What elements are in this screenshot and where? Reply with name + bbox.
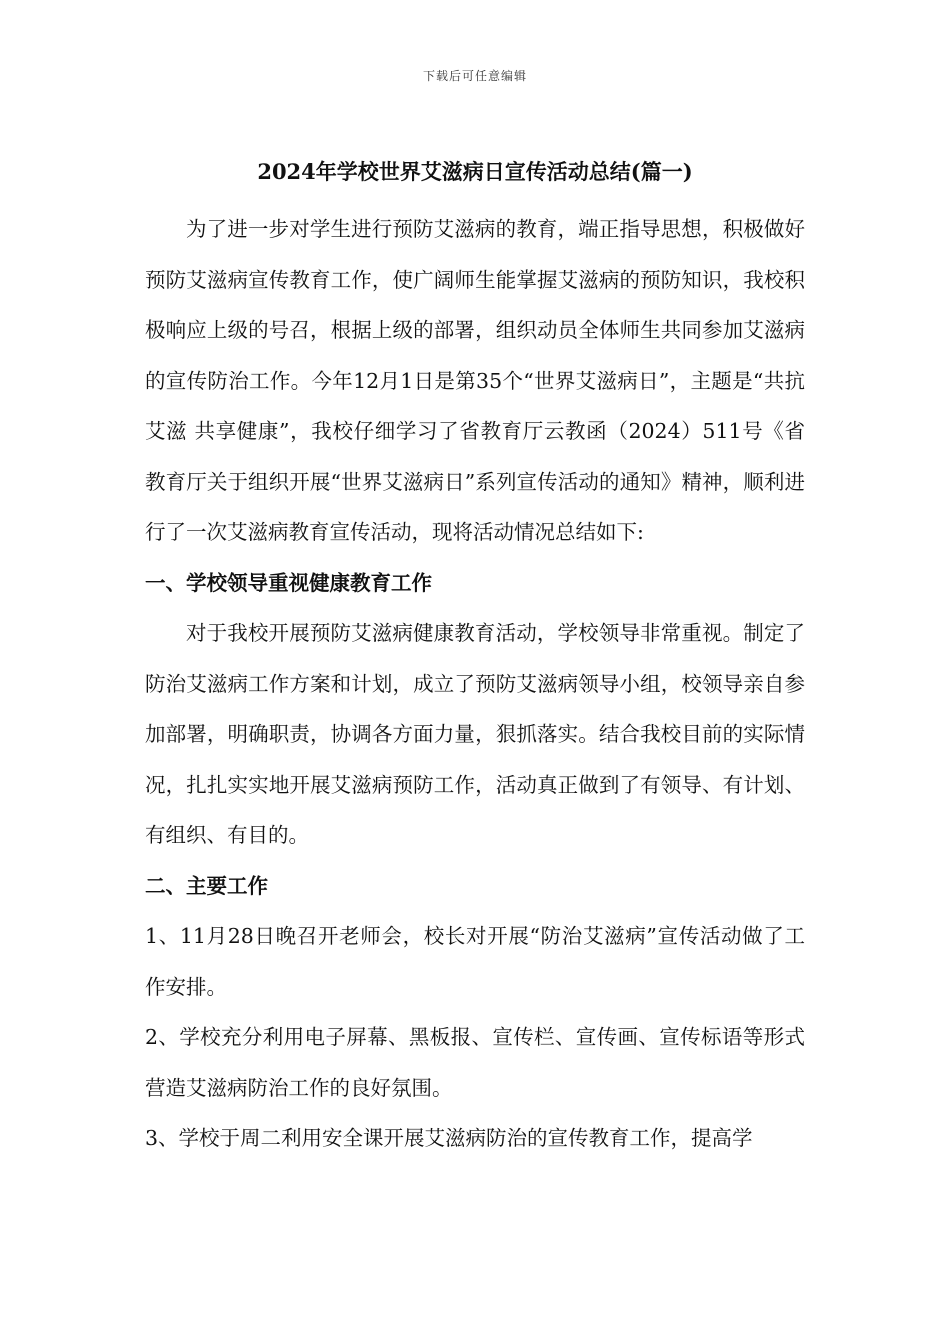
- section-heading-2: 二、主要工作: [145, 873, 268, 898]
- section-1-paragraph: 对于我校开展预防艾滋病健康教育活动，学校领导非常重视。制定了防治艾滋病工作方案和计划，成立了预防艾滋病领导小组，校领导亲自参加部署，明确职责，协调各方面力量，狠抓落实。结合我校目前的实际情况，扎扎实实地开展艾滋病预防工作，活动真正做到了有领导、有计划、有组织、有目的。: [145, 621, 805, 847]
- list-item: 1、11月28日晚召开老师会，校长对开展“防治艾滋病”宣传活动做了工作安排。: [145, 924, 805, 999]
- section-heading-1: 一、学校领导重视健康教育工作: [145, 570, 432, 595]
- list-item: 3、学校于周二利用安全课开展艾滋病防治的宣传教育工作，提高学: [145, 1126, 753, 1150]
- intro-paragraph: 为了进一步对学生进行预防艾滋病的教育，端正指导思想，积极做好预防艾滋病宣传教育工作，使广阔师生能掌握艾滋病的预防知识，我校积极响应上级的号召，根据上级的部署，组织动员全体师生共同参加艾滋病的宣传防治工作。今年12月1日是第35个“世界艾滋病日”，主题是“共抗艾滋 共享健康”，我校仔细学习了省教育厅云教函（2024）511号《省教育厅关于组织开展“世界艾滋病日”系列宣传活动的通知》精神，顺利进行了一次艾滋病教育宣传活动，现将活动情况总结如下:: [145, 217, 805, 544]
- list-item: 2、学校充分利用电子屏幕、黑板报、宣传栏、宣传画、宣传标语等形式营造艾滋病防治工作的良好氛围。: [145, 1025, 805, 1100]
- document-body: [145, 152, 805, 1164]
- header-note: 下载后可任意编辑: [422, 69, 527, 83]
- document-title: 2024年学校世界艾滋病日宣传活动总结(篇一): [257, 159, 693, 184]
